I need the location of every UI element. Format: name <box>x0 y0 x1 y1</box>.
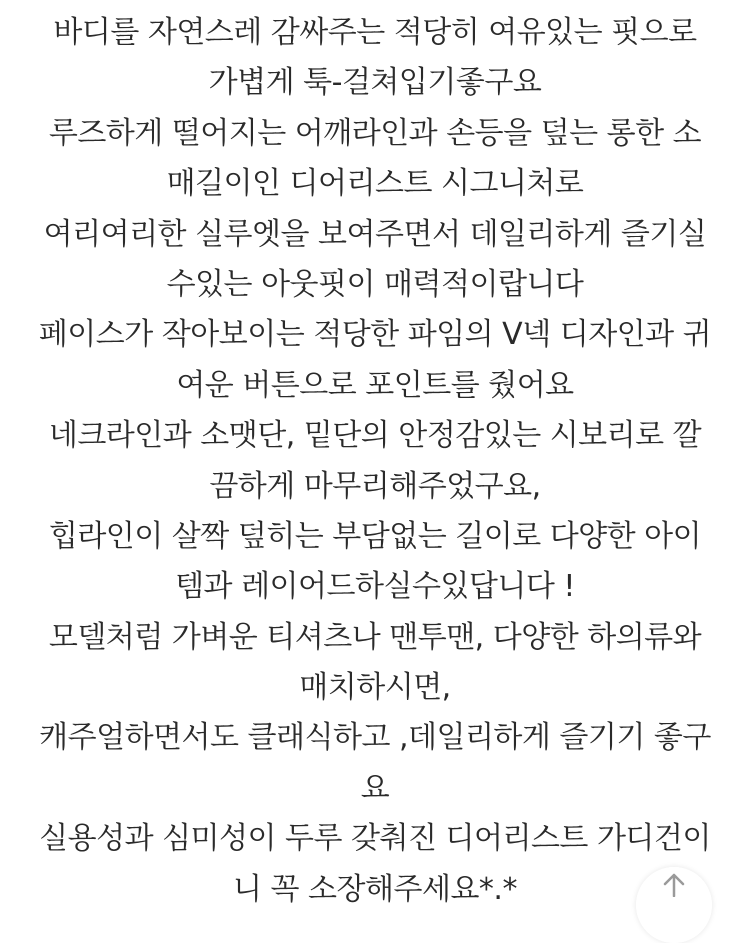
description-line: 끔하게 마무리해주었구요, <box>209 468 541 504</box>
description-line: 여운 버튼으로 포인트를 줬어요 <box>176 367 574 403</box>
description-line: 수있는 아웃핏이 매력적이랍니다 <box>166 266 584 302</box>
description-line: 네크라인과 소맷단, 밑단의 안정감있는 시보리로 깔 <box>48 418 702 454</box>
description-line: 여리여리한 실루엣을 보여주면서 데일리하게 즐기실 <box>43 216 707 252</box>
description-line: 실용성과 심미성이 두루 갖춰진 디어리스트 가디건이 <box>39 821 711 857</box>
description-line: 가볍게 툭-걸쳐입기좋구요 <box>208 65 542 101</box>
description-line: 루즈하게 떨어지는 어깨라인과 손등을 덮는 롱한 소 <box>48 115 702 151</box>
description-line: 바디를 자연스레 감싸주는 적당히 여유있는 핏으로 <box>53 15 697 50</box>
description-line: 모델처럼 가벼운 티셔츠나 맨투맨, 다양한 하의류와 <box>48 619 702 655</box>
description-line: 매길이인 디어리스트 시그니처로 <box>166 166 584 202</box>
description-line: 템과 레이어드하실수있답니다 ! <box>175 569 575 605</box>
description-line: 힙라인이 살짝 덮히는 부담없는 길이로 다양한 아이 <box>48 518 702 554</box>
description-line: 페이스가 작아보이는 적당한 파임의 V넥 디자인과 귀 <box>38 317 712 353</box>
description-line: 캐주얼하면서도 클래식하고 ,데일리하게 즐기기 좋구 <box>39 720 711 756</box>
description-line: 매치하시면, <box>299 670 451 706</box>
arrow-up-icon <box>661 873 687 901</box>
description-line: 니 꼭 소장해주세요*.* <box>233 871 517 907</box>
description-line: 요 <box>360 770 390 806</box>
product-description <box>0 8 750 915</box>
scroll-to-top-button[interactable] <box>636 867 712 943</box>
